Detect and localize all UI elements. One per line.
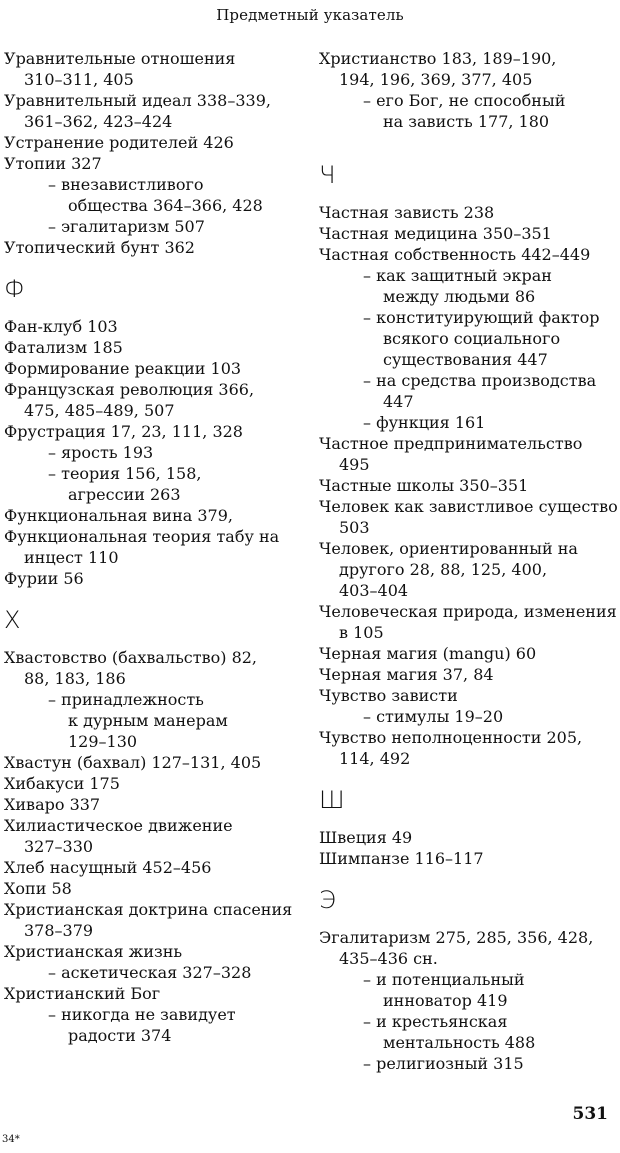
index-entry-heading: Хиваро 337	[4, 795, 101, 814]
index-entry	[4, 316, 304, 337]
index-entry-line: – его Бог, не способный	[363, 91, 566, 110]
index-entry-heading: Человеческая природа, изменения	[319, 602, 617, 621]
index-column-right	[319, 48, 619, 1074]
index-entry-line: 327–330	[24, 837, 94, 856]
index-entry-heading: Частная медицина 350–351	[319, 224, 552, 243]
index-entry-heading: Шимпанзе 116–117	[319, 849, 484, 868]
index-entry-line: 310–311, 405	[24, 70, 134, 89]
index-entry-heading: Фрустрация 17, 23, 111, 328	[4, 422, 243, 441]
index-entry	[4, 752, 304, 773]
index-entry	[4, 773, 304, 794]
page-number: 531	[572, 1104, 608, 1124]
section-letter: Э	[319, 886, 336, 914]
page-header: Предметный указатель	[216, 6, 404, 24]
index-entry-line: 361–362, 423–424	[24, 112, 173, 131]
index-entry-heading: Утопический бунт 362	[4, 238, 195, 257]
index-entry-line: ментальность 488	[383, 1033, 536, 1052]
index-entry-line: агрессии 263	[68, 485, 181, 504]
index-entry-line: – принадлежность	[48, 690, 204, 709]
index-entry-line: – внезавистливого	[48, 175, 204, 194]
index-entry-line: – ярость 193	[48, 443, 154, 462]
index-entry-heading: Чувство зависти	[319, 686, 458, 705]
index-column-left	[4, 48, 304, 1046]
index-entry	[319, 223, 619, 244]
index-entry-heading: Частная собственность 442–449	[319, 245, 591, 264]
index-entry-heading: Эгалитаризм 275, 285, 356, 428,	[319, 928, 594, 947]
index-entry-heading: Фурии 56	[4, 569, 84, 588]
index-entry-line: – религиозный 315	[363, 1054, 524, 1073]
index-entry-line: – конституирующий фактор	[363, 308, 600, 327]
index-entry-heading: Хвастун (бахвал) 127–131, 405	[4, 753, 262, 772]
index-entry	[319, 433, 619, 475]
index-entry-line: 378–379	[24, 921, 94, 940]
index-entry	[4, 941, 304, 983]
index-entry	[4, 647, 304, 752]
index-entry	[4, 983, 304, 1046]
index-entry-heading: Уравнительные отношения	[4, 49, 236, 68]
index-entry-line: инцест 110	[24, 548, 119, 567]
index-entry	[4, 421, 304, 505]
index-entry-line: – как защитный экран	[363, 266, 552, 285]
index-entry-heading: Формирование реакции 103	[4, 359, 242, 378]
index-entry-line: в 105	[339, 623, 384, 642]
index-entry	[4, 526, 304, 568]
index-entry	[4, 857, 304, 878]
index-entry-heading: Черная магия 37, 84	[319, 665, 494, 684]
index-entry-line: 129–130	[68, 732, 138, 751]
index-entry-heading: Человек как завистливое существо	[319, 497, 618, 516]
index-entry-heading: Частные школы 350–351	[319, 476, 529, 495]
index-entry-heading: Уравнительный идеал 338–339,	[4, 91, 271, 110]
index-entry	[319, 727, 619, 769]
index-entry	[319, 601, 619, 643]
index-entry-line: – и потенциальный	[363, 970, 525, 989]
index-entry-line: 194, 196, 369, 377, 405	[339, 70, 533, 89]
index-entry-heading: Функциональная теория табу на	[4, 527, 280, 546]
index-entry	[4, 899, 304, 941]
index-entry-line: общества 364–366, 428	[68, 196, 263, 215]
index-entry	[319, 538, 619, 601]
index-entry	[4, 90, 304, 132]
index-entry-heading: Французская революция 366,	[4, 380, 255, 399]
index-entry-heading: Христианский Бог	[4, 984, 161, 1003]
index-entry-heading: Швеция 49	[319, 828, 413, 847]
index-entry-heading: Утопии 327	[4, 154, 102, 173]
index-entry-heading: Хопи 58	[4, 879, 72, 898]
index-entry	[4, 153, 304, 237]
index-entry	[4, 505, 304, 526]
index-entry-heading: Христианство 183, 189–190,	[319, 49, 557, 68]
index-entry-line: к дурным манерам	[68, 711, 228, 730]
index-entry-line: 403–404	[339, 581, 409, 600]
index-entry-line: – эгалитаризм 507	[48, 217, 205, 236]
signature-mark: 34*	[2, 1134, 20, 1145]
section-letter: Ч	[319, 161, 336, 189]
index-entry-heading: Хлеб насущный 452–456	[4, 858, 212, 877]
index-entry-heading: Хилиастическое движение	[4, 816, 233, 835]
index-entry-heading: Христианская жизнь	[4, 942, 183, 961]
index-entry-line: – аскетическая 327–328	[48, 963, 252, 982]
index-entry	[4, 237, 304, 258]
index-entry-line: – функция 161	[363, 413, 486, 432]
index-entry-heading: Устранение родителей 426	[4, 133, 234, 152]
index-entry-line: радости 374	[68, 1026, 172, 1045]
index-entry	[4, 878, 304, 899]
index-entry-line: 503	[339, 518, 370, 537]
section-letter: Х	[4, 606, 21, 634]
index-entry	[319, 927, 619, 1074]
index-entry	[319, 202, 619, 223]
index-entry	[4, 358, 304, 379]
index-entry-line: другого 28, 88, 125, 400,	[339, 560, 548, 579]
index-entry-line: 447	[383, 392, 414, 411]
index-entry	[319, 827, 619, 848]
index-entry	[319, 244, 619, 433]
index-entry-line: 88, 183, 186	[24, 669, 126, 688]
index-entry-line: существования 447	[383, 350, 548, 369]
index-entry-line: – на средства производства	[363, 371, 597, 390]
index-entry	[319, 685, 619, 727]
index-entry-line: – стимулы 19–20	[363, 707, 504, 726]
index-entry-heading: Христианская доктрина спасения	[4, 900, 293, 919]
index-entry-heading: Частное предпринимательство	[319, 434, 583, 453]
index-entry-line: на зависть 177, 180	[383, 112, 550, 131]
index-entry	[319, 643, 619, 664]
section-letter: Ш	[319, 786, 345, 814]
index-entry	[319, 664, 619, 685]
index-entry	[319, 496, 619, 538]
index-entry	[319, 475, 619, 496]
index-entry-heading: Фан-клуб 103	[4, 317, 118, 336]
index-entry-line: 495	[339, 455, 370, 474]
index-entry-heading: Черная магия (mangu) 60	[319, 644, 537, 663]
index-entry	[319, 48, 619, 132]
index-entry-line: – и крестьянская	[363, 1012, 508, 1031]
index-entry-heading: Человек, ориентированный на	[319, 539, 578, 558]
section-letter: Ф	[4, 275, 25, 303]
index-entry-heading: Чувство неполноценности 205,	[319, 728, 583, 747]
index-entry-heading: Функциональная вина 379,	[4, 506, 233, 525]
index-entry	[4, 132, 304, 153]
index-entry-heading: Хибакуси 175	[4, 774, 120, 793]
index-entry	[4, 815, 304, 857]
index-entry	[319, 848, 619, 869]
index-entry-line: всякого социального	[383, 329, 561, 348]
index-entry-line: 435–436 сн.	[339, 949, 438, 968]
index-entry	[4, 337, 304, 358]
index-entry-heading: Хвастовство (бахвальство) 82,	[4, 648, 258, 667]
index-entry	[4, 794, 304, 815]
index-entry-line: между людьми 86	[383, 287, 536, 306]
index-entry	[4, 379, 304, 421]
index-entry-line: инноватор 419	[383, 991, 508, 1010]
index-entry-line: 114, 492	[339, 749, 411, 768]
index-entry-line: 475, 485–489, 507	[24, 401, 175, 420]
index-entry-line: – теория 156, 158,	[48, 464, 202, 483]
index-entry	[4, 568, 304, 589]
index-entry-heading: Фатализм 185	[4, 338, 123, 357]
index-entry	[4, 48, 304, 90]
index-entry-heading: Частная зависть 238	[319, 203, 495, 222]
index-entry-line: – никогда не завидует	[48, 1005, 236, 1024]
